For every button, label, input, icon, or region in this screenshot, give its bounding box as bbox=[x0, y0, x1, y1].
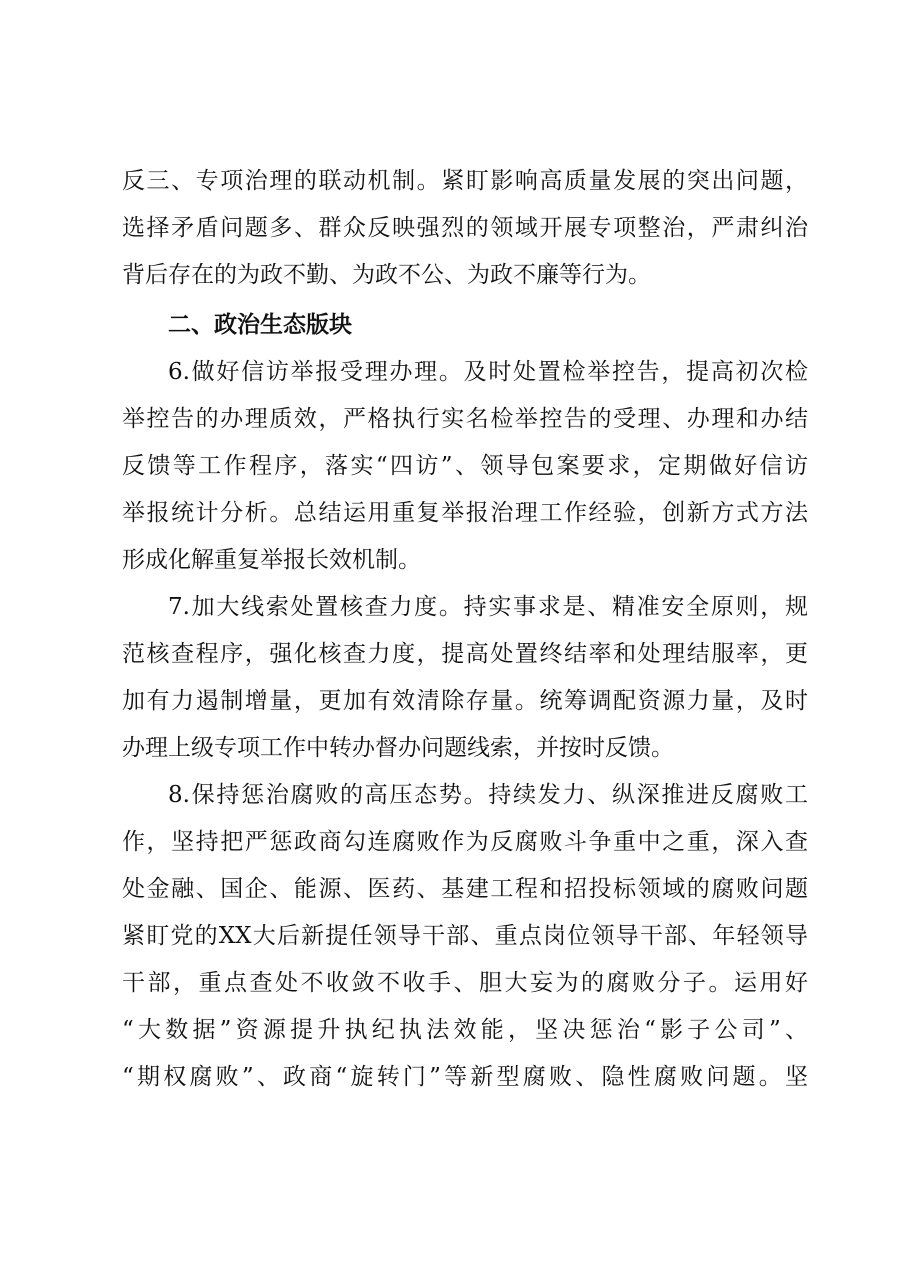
text-line: “期权腐败”、政商“旋转门”等新型腐败、隐性腐败问题。坚 bbox=[122, 1064, 808, 1090]
text-line: 紧盯党的XX大后新提任领导干部、重点岗位领导干部、年轻领导 bbox=[122, 923, 808, 949]
text-line: 举报统计分析。总结运用重复举报治理工作经验，创新方式方法 bbox=[122, 500, 808, 526]
text-line: 作，坚持把严惩政商勾连腐败作为反腐败斗争重中之重，深入查 bbox=[122, 829, 808, 855]
text-line: 范核查程序，强化核查力度，提高处置终结率和处理结服率，更 bbox=[122, 641, 808, 667]
document-body bbox=[122, 158, 808, 1101]
paragraph-item-8 bbox=[122, 772, 808, 1101]
text-line: 6.做好信访举报受理办理。及时处置检举控告，提高初次检 bbox=[168, 359, 808, 385]
paragraph-item-7 bbox=[122, 584, 808, 772]
text-line: 举控告的办理质效，严格执行实名检举控告的受理、办理和办结 bbox=[122, 406, 808, 432]
text-line: 选择矛盾问题多、群众反映强烈的领域开展专项整治，严肃纠治 bbox=[122, 215, 808, 241]
text-line: 7.加大线索处置核查力度。持实事求是、精准安全原则，规 bbox=[168, 594, 808, 620]
text-line: 形成化解重复举报长效机制。 bbox=[122, 547, 421, 573]
section-heading: 二、政治生态版块 bbox=[168, 312, 352, 338]
text-line: 处金融、国企、能源、医药、基建工程和招投标领域的腐败问题 bbox=[122, 876, 808, 902]
text-line: 8.保持惩治腐败的高压态势。持续发力、纵深推进反腐败工 bbox=[168, 782, 808, 808]
text-line: 反三、专项治理的联动机制。紧盯影响高质量发展的突出问题， bbox=[122, 168, 808, 194]
text-line: 背后存在的为政不勤、为政不公、为政不廉等行为。 bbox=[122, 262, 651, 288]
paragraph-item-6 bbox=[122, 349, 808, 584]
text-line: “大数据”资源提升执纪执法效能，坚决惩治“影子公司”、 bbox=[122, 1017, 808, 1043]
text-line: 办理上级专项工作中转办督办问题线索，并按时反馈。 bbox=[122, 735, 674, 761]
text-line: 加有力遏制增量，更加有效清除存量。统筹调配资源力量，及时 bbox=[122, 688, 808, 714]
text-line: 干部，重点查处不收敛不收手、胆大妄为的腐败分子。运用好 bbox=[122, 970, 808, 996]
text-line: 反馈等工作程序，落实“四访”、领导包案要求，定期做好信访 bbox=[122, 453, 808, 479]
paragraph-continued bbox=[122, 158, 808, 299]
